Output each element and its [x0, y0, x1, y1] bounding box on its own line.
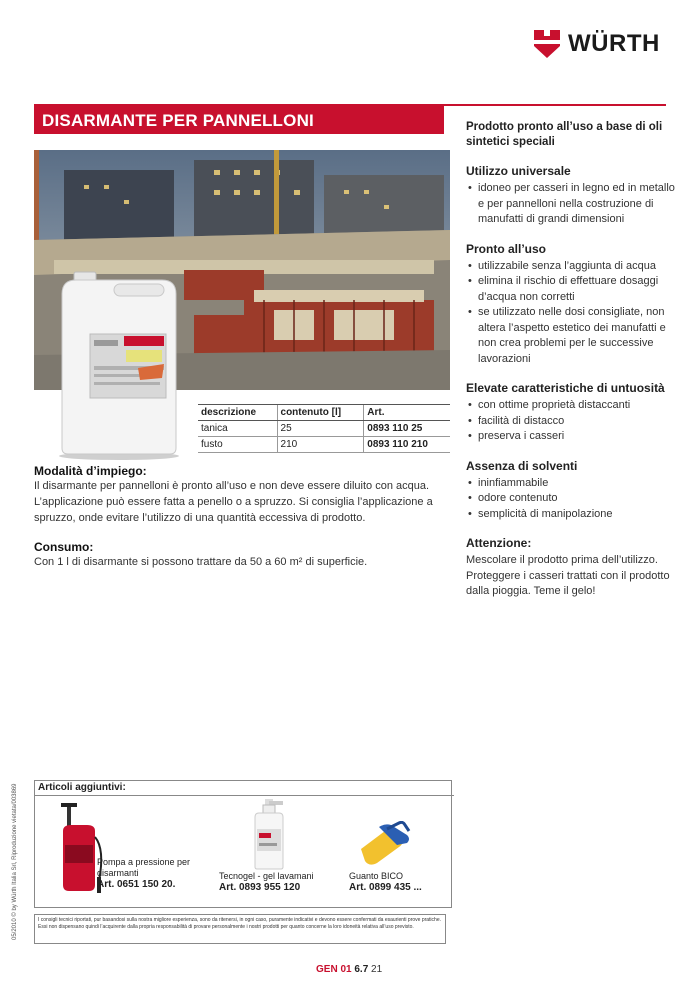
page-footer: [316, 964, 382, 975]
feature-heading: Pronto all’uso: [466, 241, 547, 256]
list-item: • elimina il rischio di effettuare dosaggi d’acqua non corretti: [466, 274, 676, 305]
accessories-box: [34, 780, 452, 908]
table-header-cell: contenuto [l]: [277, 405, 364, 421]
consumption-section: [34, 540, 434, 570]
footer-page-number: 21: [371, 964, 383, 975]
accessory-item: [349, 871, 449, 893]
accessory-art: Art. 0899 435 ...: [349, 882, 422, 893]
attention-text: Mescolare il prodotto prima dell’utilizzo. Proteggere i casseri trattati con il prodotto dalla pioggia. Teme il gelo!: [466, 554, 670, 597]
usage-section: [34, 464, 434, 526]
brand-name: WÜRTH: [568, 30, 660, 57]
hand-gel-icon: [249, 799, 291, 871]
disclaimer-box: I consigli tecnici riportati, pur basandosi sulla nostra migliore esperienza, sono da ritenersi, in ogni caso, puramente indicativi e devono essere confermati da esaurienti prove pratiche. Essi non dispensano quindi l’acquirente dalla propria responsabilità di provare personalmente i nostri prodotti per quanto concerne la loro idoneità relativa all’uso previsto.: [34, 914, 446, 944]
list-item: • se utilizzato nelle dosi consigliate, non altera l’aspetto estetico dei manufatti e non crea problemi per le successive lavorazioni: [466, 305, 676, 367]
feature-section: [466, 164, 676, 228]
list-item: • odore contenuto: [466, 491, 676, 507]
list-item: • utilizzabile senza l’aggiunta di acqua: [466, 259, 676, 275]
table-header-row: [198, 405, 450, 421]
consumption-heading: Consumo:: [34, 540, 94, 554]
accessory-name: Guanto BICO: [349, 871, 404, 881]
page-title: DISARMANTE PER PANNELLONI: [42, 111, 314, 130]
feature-heading: Assenza di solventi: [466, 458, 578, 473]
features-column: [466, 120, 676, 614]
feature-section: [466, 459, 676, 523]
table-cell: 25: [277, 421, 364, 437]
list-item: • con ottime proprietà distaccanti: [466, 398, 676, 414]
accessories-title: Articoli aggiuntivi:: [35, 781, 454, 796]
side-copyright: 05/2010 © by Würth Italia Srl, Riproduzione vietata/003869: [12, 783, 18, 940]
attention-section: [466, 536, 676, 600]
table-cell: tanica: [198, 421, 277, 437]
consumption-text: Con 1 l di disarmante si possono trattare da 50 a 60 m² di superficie.: [34, 556, 368, 568]
list-item: • idoneo per casseri in legno ed in metallo e per pannelloni nella costruzione di manufatti di grandi dimensioni: [466, 181, 676, 228]
usage-heading: Modalità d’impiego:: [34, 464, 147, 478]
accessory-item: [219, 871, 349, 893]
feature-heading: Elevate caratteristiche di untuosità: [466, 381, 665, 395]
feature-section: [466, 381, 676, 445]
footer-section: GEN 01: [316, 964, 352, 975]
list-item: • preserva i casseri: [466, 429, 676, 445]
list-item: • semplicità di manipolazione: [466, 507, 676, 523]
attention-heading: Attenzione:: [466, 536, 532, 550]
list-item: • facilità di distacco: [466, 414, 676, 430]
accessory-art: Art. 0651 150 20.: [97, 879, 176, 890]
accessory-item: [97, 857, 207, 890]
table-cell: fusto: [198, 437, 277, 453]
table-row: [198, 421, 450, 437]
product-table: [198, 404, 450, 453]
title-bar: [34, 106, 444, 134]
table-cell: 210: [277, 437, 364, 453]
table-cell-art: 0893 110 25: [364, 421, 450, 437]
accessory-name: Pompa a pressione per disarmanti: [97, 857, 191, 878]
usage-text: Il disarmante per pannelloni è pronto all’uso e non deve essere diluito con acqua. L’applicazione può essere fatta a penello o a spruzzo. Si consiglia l’applicazione a spruzzo, onde evitare l’utilizzo di una quantità eccessiva di prodotto.: [34, 480, 433, 524]
list-item: • ininfiammabile: [466, 476, 676, 492]
wurth-logo-mark-icon: [532, 28, 562, 60]
table-header-cell: descrizione: [198, 405, 277, 421]
accessory-art: Art. 0893 955 120: [219, 882, 301, 893]
glove-icon: [357, 821, 411, 867]
table-row: [198, 437, 450, 453]
footer-chapter: 6.7: [354, 964, 369, 975]
table-cell-art: 0893 110 210: [364, 437, 450, 453]
canister-image: [54, 270, 184, 460]
accessory-name: Tecnogel - gel lavamani: [219, 871, 314, 881]
feature-heading: Utilizzo universale: [466, 164, 571, 178]
feature-section: [466, 242, 676, 368]
wurth-logo: [532, 28, 670, 60]
lead-text: Prodotto pronto all’uso a base di oli sintetici speciali: [466, 121, 663, 148]
table-header-cell: Art.: [364, 405, 450, 421]
